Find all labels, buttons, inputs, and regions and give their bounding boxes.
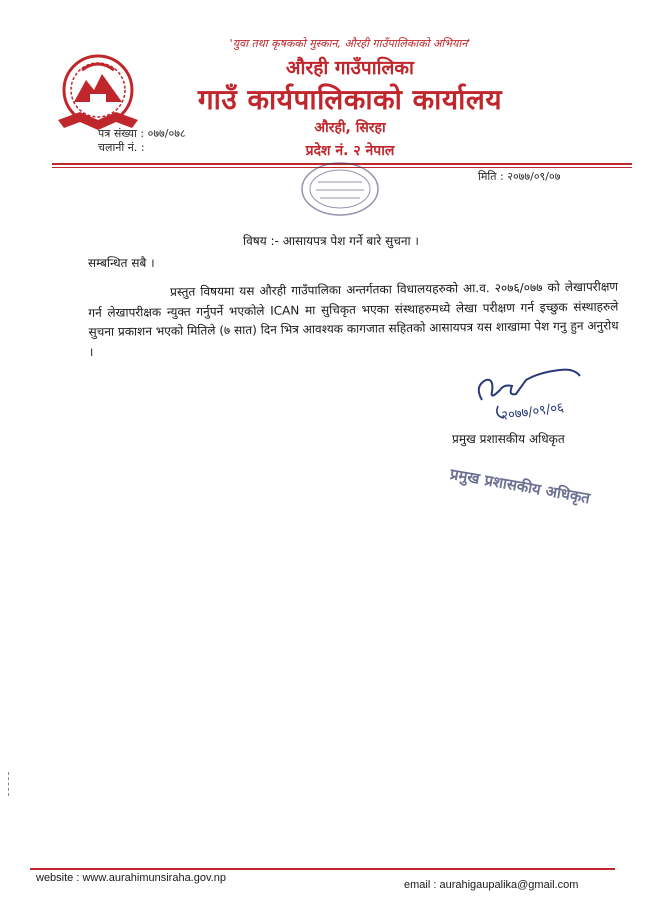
reference-number: पत्र संख्या : ०७७/०७८ <box>98 127 186 140</box>
letter-subject: विषय :- आसायपत्र पेश गर्ने बारे सुचना । <box>243 234 419 248</box>
designation-seal-stamp: प्रमुख प्रशासकीय अधिकृत <box>448 464 592 508</box>
office-address: औरही, सिरहा <box>314 120 386 136</box>
municipality-name: औरही गाउँपालिका <box>286 57 414 79</box>
footer-email: email : aurahigaupalika@gmail.com <box>404 879 579 891</box>
dispatch-number: चलानी नं. : <box>98 141 145 154</box>
office-round-stamp <box>298 160 382 218</box>
letter-body: प्रस्तुत विषयमा यस औरही गाउँपालिका अन्तर्गतका विधालयहरुको आ.व. २०७६/०७७ को लेखापरीक्षण गर्न लेखापरीक्षक न्युक्त गर्नुपर्ने भएकोले ICAN मा सुचिकृत भएका संस्थाहरुमध्ये लेखा परीक्षण गर्न इच्छुक संस्थाहरुले सुचना प्रकाशन भएको मितिले (७ सात) दिन भित्र आवश्यक कागजात सहितको आसायपत्र यस शाखामा पेश गनु हुन अनुरोध । <box>88 279 619 359</box>
footer-website: website : www.aurahimunsiraha.gov.np <box>36 872 226 884</box>
office-name: गाउँ कार्यपालिकाको कार्यालय <box>197 83 503 116</box>
province-label: प्रदेश नं. २ नेपाल <box>305 143 395 159</box>
footer-divider <box>30 868 615 870</box>
letterhead-tagline: 'युवा तथा कृषकको मुस्कान, औरही गाउँपालिकाको अभियान' <box>229 37 471 50</box>
handwritten-signature <box>464 366 584 426</box>
svg-text:२०७७/०९/०६: २०७७/०९/०६ <box>500 400 565 424</box>
nepal-emblem-logo <box>52 50 144 138</box>
letter-date: मिति : २०७७/०९/०७ <box>478 170 561 183</box>
letter-salutation: सम्बन्धित सबै । <box>88 256 155 270</box>
margin-mark <box>8 772 11 796</box>
signatory-designation: प्रमुख प्रशासकीय अधिकृत <box>452 432 565 446</box>
